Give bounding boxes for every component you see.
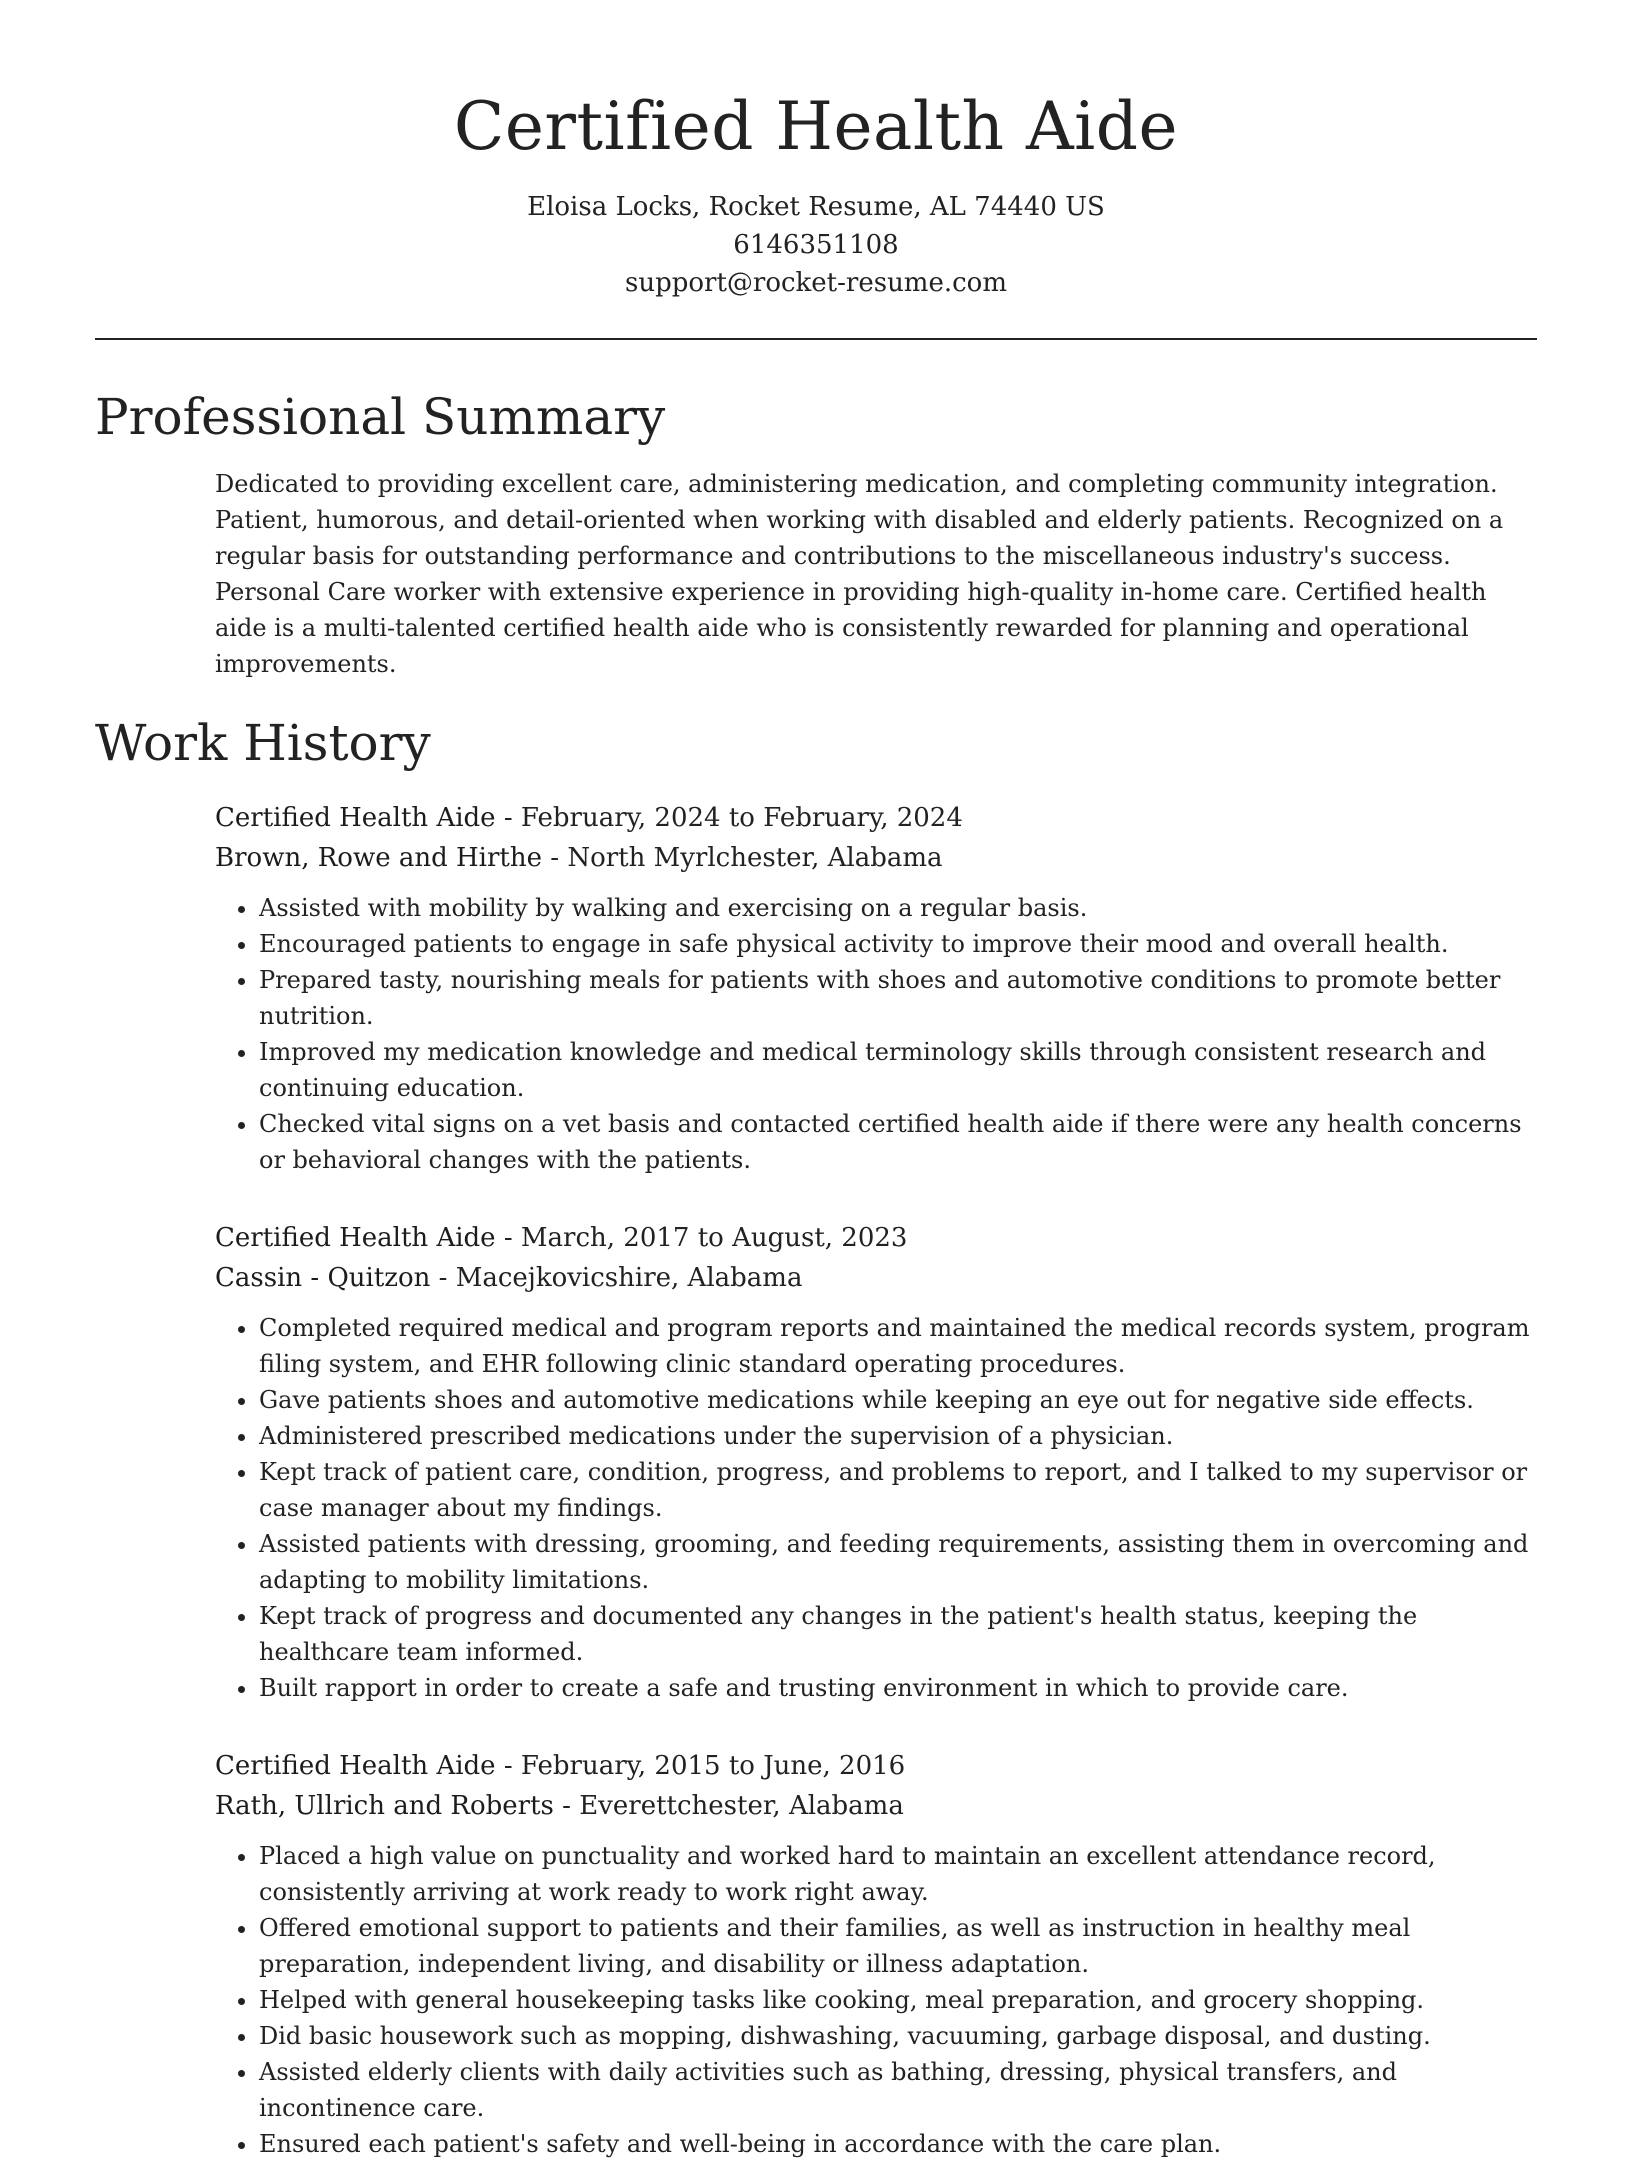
job-company: Rath, Ullrich and Roberts [215, 1791, 554, 1821]
job-bullet: • Ensured each patient's safety and well-being in accordance with the care plan. [259, 2126, 1537, 2162]
job-dates: - February, 2015 to June, 2016 [495, 1751, 906, 1781]
job-bullet: • Did basic housework such as mopping, dishwashing, vacuuming, garbage disposal, and dusting. [259, 2018, 1537, 2054]
job-entry [215, 1746, 1537, 2162]
contact-email: support@rocket-resume.com [624, 268, 1007, 298]
resume-title: Certified Health Aide [453, 88, 1179, 165]
job-entry [215, 1218, 1537, 1706]
summary-section [95, 384, 1537, 682]
job-bullet: • Administered prescribed medications under the supervision of a physician. [259, 1418, 1537, 1454]
job-bullet: • Assisted with mobility by walking and exercising on a regular basis. [259, 890, 1537, 926]
job-company-line [215, 1786, 1537, 1826]
job-bullet: • Prepared tasty, nourishing meals for patients with shoes and automotive conditions to promote better nutrition. [259, 962, 1537, 1034]
job-dates: - March, 2017 to August, 2023 [495, 1223, 908, 1253]
job-company-line [215, 1258, 1537, 1298]
job-bullet: • Encouraged patients to engage in safe physical activity to improve their mood and overall health. [259, 926, 1537, 962]
header-divider [95, 338, 1537, 340]
job-entry [215, 798, 1537, 1178]
job-title: Certified Health Aide [215, 1223, 496, 1253]
job-bullet: • Completed required medical and program reports and maintained the medical records system, program filing system, and EHR following clinic standard operating procedures. [259, 1310, 1537, 1382]
job-bullet: • Improved my medication knowledge and medical terminology skills through consistent research and continuing education. [259, 1034, 1537, 1106]
job-title-line [215, 1746, 1537, 1786]
job-bullet: • Gave patients shoes and automotive medications while keeping an eye out for negative side effects. [259, 1382, 1537, 1418]
work-history-heading: Work History [95, 714, 431, 772]
job-bullet-list [215, 1838, 1537, 2162]
job-bullet: • Built rapport in order to create a safe and trusting environment in which to provide care. [259, 1670, 1537, 1706]
job-bullet: • Placed a high value on punctuality and worked hard to maintain an excellent attendance record, consistently arriving at work ready to work right away. [259, 1838, 1537, 1910]
job-bullet: • Assisted elderly clients with daily activities such as bathing, dressing, physical transfers, and incontinence care. [259, 2054, 1537, 2126]
work-history-section [95, 710, 1537, 2162]
job-company: Cassin - Quitzon [215, 1263, 431, 1293]
job-bullet: • Checked vital signs on a vet basis and contacted certified health aide if there were any health concerns or behavioral changes with the patients. [259, 1106, 1537, 1178]
job-location: - Everettchester, Alabama [553, 1791, 904, 1821]
contact-phone: 6146351108 [733, 230, 899, 260]
contact-address: Eloisa Locks, Rocket Resume, AL 74440 US [527, 192, 1105, 222]
job-title-line [215, 1218, 1537, 1258]
job-title: Certified Health Aide [215, 1751, 496, 1781]
job-dates: - February, 2024 to February, 2024 [495, 803, 963, 833]
job-company: Brown, Rowe and Hirthe [215, 843, 543, 873]
job-bullet: • Kept track of patient care, condition, progress, and problems to report, and I talked to my supervisor or case manager about my findings. [259, 1454, 1537, 1526]
job-bullet-list [215, 890, 1537, 1178]
job-bullet: • Offered emotional support to patients and their families, as well as instruction in healthy meal preparation, independent living, and disability or illness adaptation. [259, 1910, 1537, 1982]
job-bullet: • Helped with general housekeeping tasks like cooking, meal preparation, and grocery shopping. [259, 1982, 1537, 2018]
summary-heading: Professional Summary [95, 388, 666, 446]
contact-block [95, 188, 1537, 302]
job-title-line [215, 798, 1537, 838]
job-location: - North Myrlchester, Alabama [542, 843, 943, 873]
job-bullet: • Assisted patients with dressing, grooming, and feeding requirements, assisting them in overcoming and adapting to mobility limitations. [259, 1526, 1537, 1598]
job-location: - Macejkovicshire, Alabama [430, 1263, 803, 1293]
job-bullet: • Kept track of progress and documented any changes in the patient's health status, keeping the healthcare team informed. [259, 1598, 1537, 1670]
job-title: Certified Health Aide [215, 803, 496, 833]
summary-text: Dedicated to providing excellent care, administering medication, and completing community integration. Patient, humorous, and detail-oriented when working with disabled and elderly patients. Recognized on a regular basis for outstanding performance and contributions to the miscellaneous industry's success. Personal Care worker with extensive experience in providing high-quality in-home care. Certified health aide is a multi-talented certified health aide who is consistently rewarded for planning and operational improvements. [215, 470, 1504, 678]
job-list [215, 798, 1537, 2162]
resume-header [95, 0, 1537, 302]
job-bullet-list [215, 1310, 1537, 1706]
job-company-line [215, 838, 1537, 878]
